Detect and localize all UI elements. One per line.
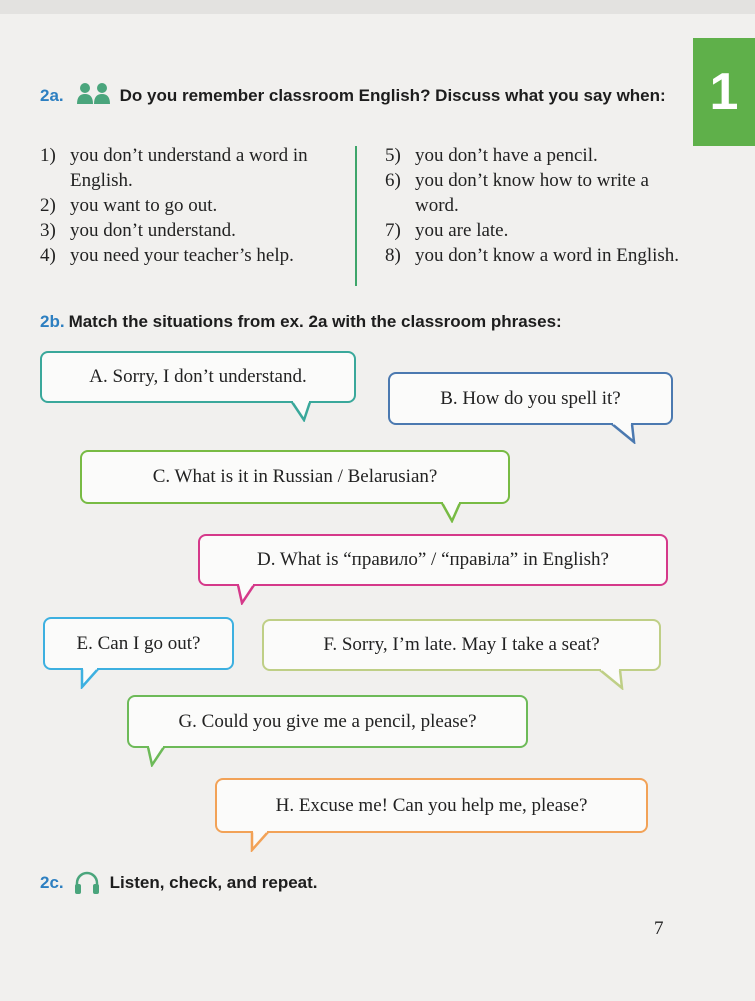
bubble-tail-d	[232, 583, 262, 605]
item-number: 8)	[385, 245, 401, 266]
list-item	[40, 193, 340, 218]
speech-bubble-h	[215, 778, 648, 833]
speech-bubble-d	[198, 534, 668, 586]
exercise-number-2c: 2c.	[40, 873, 64, 892]
item-number: 1)	[40, 145, 56, 166]
phrase-c: C. What is it in Russian / Belarusian?	[152, 466, 438, 487]
item-number: 4)	[40, 245, 56, 266]
bubble-tail-e	[76, 667, 106, 689]
bubble-tail-f	[598, 668, 628, 690]
item-text: you don’t have a pencil.	[415, 145, 598, 166]
exercise-number-2a: 2a.	[40, 86, 64, 105]
exercise-2c-heading	[40, 871, 318, 895]
list-item	[385, 168, 685, 218]
list-item	[385, 143, 685, 168]
exercise-2c-instruction: Listen, check, and repeat.	[109, 873, 318, 892]
item-text: you don’t understand.	[70, 220, 236, 241]
list-item	[385, 218, 685, 243]
speech-bubble-c	[80, 450, 510, 504]
chapter-tab: 1	[693, 38, 755, 146]
list-item	[40, 143, 340, 193]
phrase-d: D. What is “правило” / “правіла” in English?	[257, 549, 609, 570]
list-item	[40, 243, 340, 268]
item-number: 3)	[40, 220, 56, 241]
speech-bubble-b	[388, 372, 673, 425]
item-number: 5)	[385, 145, 401, 166]
phrase-f: F. Sorry, I’m late. May I take a seat?	[323, 634, 600, 655]
item-number: 7)	[385, 220, 401, 241]
bubble-tail-g	[142, 745, 172, 767]
people-pair-icon	[76, 82, 112, 104]
item-number: 2)	[40, 195, 56, 216]
speech-bubble-g	[127, 695, 528, 748]
item-text: you don’t know a word in English.	[415, 245, 680, 266]
phrase-h: H. Excuse me! Can you help me, please?	[275, 794, 588, 816]
exercise-2b-instruction: Match the situations from ex. 2a with the classroom phrases:	[68, 312, 562, 331]
exercise-2a-heading	[40, 82, 690, 109]
list-item	[385, 243, 685, 268]
exercise-2a-instruction: Do you remember classroom English? Discuss what you say when:	[119, 86, 666, 105]
item-text: you want to go out.	[70, 195, 218, 216]
situations-list-left	[40, 143, 340, 268]
bubble-tail-h	[246, 830, 276, 852]
page-top-edge	[0, 0, 755, 14]
item-number: 6)	[385, 170, 401, 191]
list-item	[40, 218, 340, 243]
item-text: you don’t know how to write a word.	[415, 170, 649, 216]
bubble-tail-b	[610, 422, 640, 444]
situations-list-right	[385, 143, 685, 268]
speech-bubble-a	[40, 351, 356, 403]
item-text: you don’t understand a word in English.	[70, 145, 308, 191]
speech-bubble-e	[43, 617, 234, 670]
phrase-e: E. Can I go out?	[76, 632, 201, 654]
exercise-2b-heading	[40, 312, 562, 332]
item-text: you need your teacher’s help.	[70, 245, 294, 266]
headphones-icon[interactable]	[74, 871, 100, 895]
bubble-tail-a	[290, 400, 320, 422]
phrase-g: G. Could you give me a pencil, please?	[178, 710, 477, 732]
phrase-b: B. How do you spell it?	[440, 387, 621, 409]
column-divider	[355, 146, 357, 286]
item-text: you are late.	[415, 220, 509, 241]
speech-bubble-f	[262, 619, 661, 671]
exercise-number-2b: 2b.	[40, 312, 65, 331]
phrase-a: A. Sorry, I don’t understand.	[89, 366, 307, 387]
bubble-tail-c	[440, 501, 470, 523]
page-number: 7	[654, 918, 664, 939]
